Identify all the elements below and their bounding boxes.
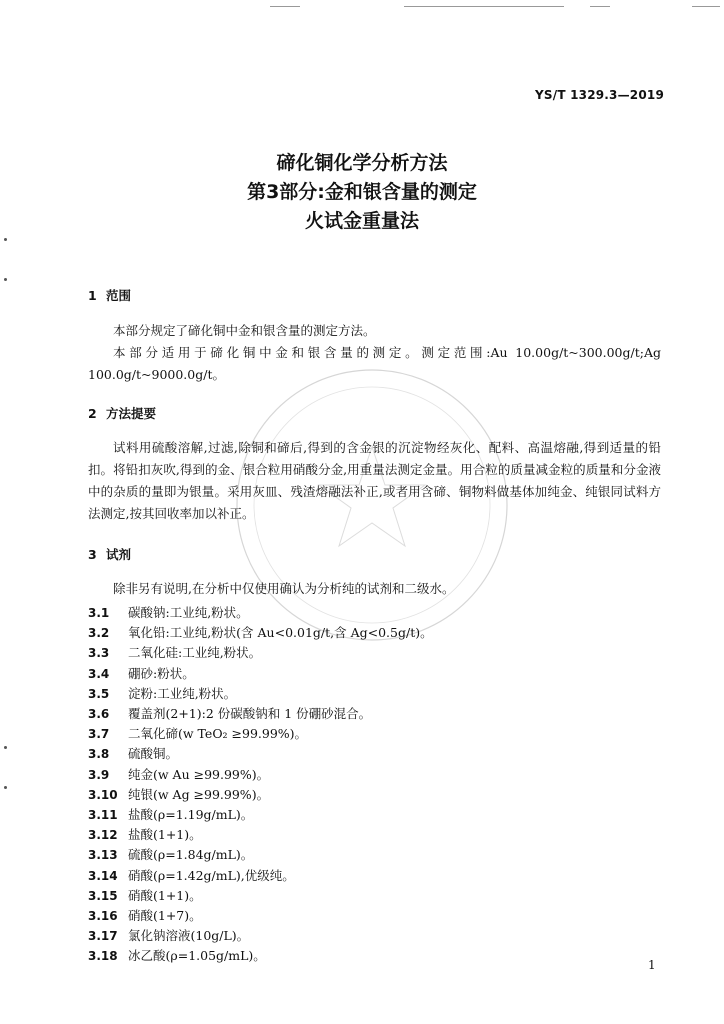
reagent-item-number: 3.14 [88, 868, 118, 883]
reagent-item-text: 氧化铅:工业纯,粉状(含 Au<0.01g/t,含 Ag<0.5g/t)。 [128, 625, 433, 641]
section-1-paragraph-1: 本部分规定了碲化铜中金和银含量的测定方法。 [113, 323, 376, 338]
section-number: 2 [88, 406, 97, 421]
reagent-item-text: 硝酸(1+7)。 [128, 908, 202, 923]
reagent-item [88, 845, 253, 863]
section-1-paragraph-2-text: 本部分适用于碲化铜中金和银含量的测定。测定范围:Au 10.00g/t~300.00g/t;Ag 100.0g/t~9000.0g/t。 [88, 345, 661, 382]
reagent-item [88, 623, 433, 641]
reagent-item-text: 盐酸(1+1)。 [128, 827, 202, 843]
reagent-item [88, 805, 253, 823]
reagent-item-text: 硫酸(ρ=1.84g/mL)。 [128, 847, 254, 863]
binding-mark [4, 786, 7, 789]
reagent-item-text: 盐酸(ρ=1.19g/mL)。 [128, 807, 254, 822]
reagent-item [88, 825, 202, 843]
reagent-item-text: 硝酸(1+1)。 [128, 887, 202, 903]
reagent-item-number: 3.17 [88, 929, 118, 944]
reagent-item-number: 3.3 [88, 646, 110, 661]
reagent-item [88, 886, 202, 904]
reagent-item [88, 866, 295, 884]
reagent-item [88, 785, 269, 803]
reagent-item-number: 3.11 [88, 808, 118, 822]
reagent-item-number: 3.2 [88, 626, 110, 641]
reagent-item [88, 603, 249, 621]
reagent-item-number: 3.10 [88, 787, 118, 802]
scan-edge-line [590, 6, 610, 7]
document-title-line1: 碲化铜化学分析方法 [276, 152, 448, 174]
reagent-item [88, 765, 269, 783]
document-title-line3: 火试金重量法 [304, 210, 419, 232]
section-1-paragraph-2 [88, 342, 661, 386]
binding-mark [4, 278, 7, 281]
reagent-item [88, 724, 307, 742]
section-title: 试剂 [106, 547, 132, 562]
reagent-item [88, 643, 261, 661]
reagent-item-text: 覆盖剂(2+1):2 份碳酸钠和 1 份硼砂混合。 [128, 706, 372, 721]
section-title: 方法提要 [106, 406, 157, 421]
reagent-item-number: 3.12 [88, 828, 118, 843]
reagent-item [88, 744, 178, 762]
scan-edge-line [692, 6, 720, 7]
reagent-item-number: 3.1 [88, 606, 110, 620]
page-number: 1 [648, 958, 656, 972]
section-1-heading [88, 286, 131, 304]
reagent-item-number: 3.13 [88, 848, 118, 863]
reagent-item-number: 3.5 [88, 686, 110, 701]
reagent-item [88, 906, 202, 924]
reagent-item [88, 664, 195, 682]
reagent-item [88, 684, 236, 702]
document-title-line2: 第3部分:金和银含量的测定 [247, 181, 477, 203]
section-2-heading [88, 404, 156, 422]
reagent-item [88, 926, 249, 944]
reagent-item-number: 3.18 [88, 949, 118, 964]
reagent-item-text: 碳酸钠:工业纯,粉状。 [128, 605, 249, 620]
reagent-item [88, 946, 266, 964]
reagent-item-text: 纯银(w Ag ≥99.99%)。 [128, 786, 270, 802]
reagent-item-number: 3.15 [88, 888, 118, 903]
standard-number: YS/T 1329.3—2019 [535, 88, 664, 102]
reagent-item-text: 硝酸(ρ=1.42g/mL),优级纯。 [128, 867, 295, 883]
reagent-item-number: 3.6 [88, 707, 110, 721]
section-3-intro: 除非另有说明,在分析中仅使用确认为分析纯的试剂和二级水。 [113, 581, 455, 596]
reagent-item-number: 3.16 [88, 909, 118, 923]
section-number: 1 [88, 288, 97, 303]
reagent-item-text: 氯化钠溶液(10g/L)。 [128, 928, 250, 944]
reagent-item [88, 704, 371, 722]
reagent-item-number: 3.4 [88, 666, 110, 681]
reagent-item-text: 二氧化碲(w TeO₂ ≥99.99%)。 [128, 726, 308, 742]
reagent-item-text: 硼砂:粉状。 [128, 665, 195, 681]
binding-mark [4, 238, 7, 241]
reagent-item-number: 3.7 [88, 727, 110, 742]
section-title: 范围 [106, 288, 132, 303]
binding-mark [4, 746, 7, 749]
section-3-heading [88, 545, 131, 563]
reagent-item-text: 二氧化硅:工业纯,粉状。 [128, 645, 262, 661]
reagent-item-text: 硫酸铜。 [128, 746, 179, 762]
section-2-paragraph: 试料用硫酸溶解,过滤,除铜和碲后,得到的含金银的沉淀物经灰化、配料、高温熔融,得到适量的铅扣。将铅扣灰吹,得到的金、银合粒用硝酸分金,用重量法测定金量。用合粒的质量减金粒的质量和分金液中的杂质的量即为银量。采用灰皿、残渣熔融法补正,或者用含碲、铜物料做基体加纯金、纯银同试料方法测定,按其回收率加以补正。 [88, 440, 661, 521]
reagent-item-text: 冰乙酸(ρ=1.05g/mL)。 [128, 948, 266, 964]
section-number: 3 [88, 547, 97, 562]
scan-edge-line [404, 6, 564, 7]
reagent-item-number: 3.8 [88, 747, 110, 762]
scan-edge-line [270, 6, 300, 7]
reagent-item-text: 纯金(w Au ≥99.99%)。 [128, 766, 270, 782]
reagent-item-text: 淀粉:工业纯,粉状。 [128, 685, 237, 701]
reagent-item-number: 3.9 [88, 767, 110, 782]
